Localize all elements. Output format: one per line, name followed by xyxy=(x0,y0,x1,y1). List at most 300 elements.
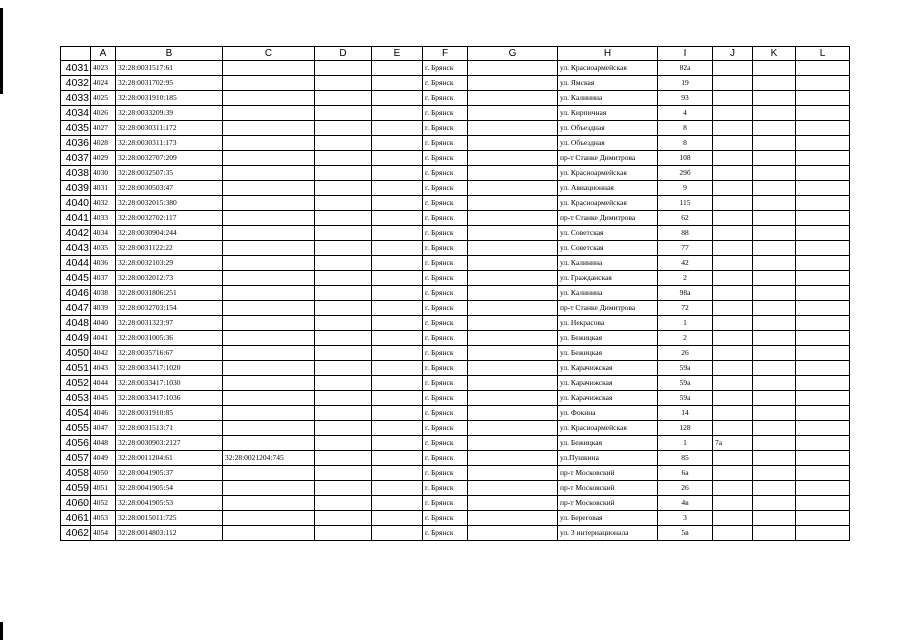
cell-k[interactable] xyxy=(753,256,796,271)
cell-e[interactable] xyxy=(372,466,423,481)
column-header-c[interactable]: C xyxy=(223,47,315,61)
cell-g[interactable] xyxy=(468,226,558,241)
cell-f[interactable]: г. Брянск xyxy=(423,511,468,526)
cell-c[interactable] xyxy=(223,211,315,226)
cell-i[interactable]: 3 xyxy=(658,511,713,526)
cell-d[interactable] xyxy=(315,421,372,436)
cell-j[interactable] xyxy=(713,226,753,241)
cell-c[interactable] xyxy=(223,196,315,211)
cell-e[interactable] xyxy=(372,451,423,466)
cell-g[interactable] xyxy=(468,166,558,181)
cell-j[interactable] xyxy=(713,301,753,316)
cell-i[interactable]: 59а xyxy=(658,361,713,376)
cell-c[interactable] xyxy=(223,226,315,241)
cell-i[interactable]: 93 xyxy=(658,91,713,106)
cell-l[interactable] xyxy=(796,331,850,346)
cell-i[interactable]: 9 xyxy=(658,181,713,196)
cell-i[interactable]: 2 xyxy=(658,271,713,286)
cell-k[interactable] xyxy=(753,61,796,76)
cell-g[interactable] xyxy=(468,451,558,466)
cell-b[interactable]: 32:28:0032507:35 xyxy=(116,166,223,181)
cell-j[interactable] xyxy=(713,526,753,541)
cell-l[interactable] xyxy=(796,226,850,241)
cell-f[interactable]: г. Брянск xyxy=(423,226,468,241)
cell-i[interactable]: 82а xyxy=(658,61,713,76)
cell-e[interactable] xyxy=(372,61,423,76)
cell-c[interactable] xyxy=(223,331,315,346)
cell-d[interactable] xyxy=(315,301,372,316)
cell-e[interactable] xyxy=(372,346,423,361)
cell-j[interactable] xyxy=(713,271,753,286)
cell-i[interactable]: 8 xyxy=(658,121,713,136)
cell-e[interactable] xyxy=(372,181,423,196)
cell-c[interactable] xyxy=(223,256,315,271)
cell-h[interactable]: пр-т Станке Димитрова xyxy=(558,151,658,166)
cell-a[interactable]: 4041 xyxy=(91,331,116,346)
cell-h[interactable]: ул. Объездная xyxy=(558,121,658,136)
cell-a[interactable]: 4037 xyxy=(91,271,116,286)
cell-a[interactable]: 4039 xyxy=(91,301,116,316)
cell-c[interactable] xyxy=(223,496,315,511)
cell-f[interactable]: г. Брянск xyxy=(423,136,468,151)
cell-b[interactable]: 32:28:0030503:47 xyxy=(116,181,223,196)
cell-b[interactable]: 32:28:0031910:85 xyxy=(116,406,223,421)
cell-b[interactable]: 32:28:0031122:22 xyxy=(116,241,223,256)
cell-k[interactable] xyxy=(753,421,796,436)
cell-i[interactable]: 29б xyxy=(658,166,713,181)
cell-f[interactable]: г. Брянск xyxy=(423,316,468,331)
cell-a[interactable]: 4033 xyxy=(91,211,116,226)
cell-i[interactable]: 62 xyxy=(658,211,713,226)
cell-f[interactable]: г. Брянск xyxy=(423,166,468,181)
cell-g[interactable] xyxy=(468,391,558,406)
cell-g[interactable] xyxy=(468,256,558,271)
cell-h[interactable]: ул. Карачижская xyxy=(558,361,658,376)
cell-d[interactable] xyxy=(315,436,372,451)
cell-i[interactable]: 72 xyxy=(658,301,713,316)
cell-d[interactable] xyxy=(315,196,372,211)
cell-d[interactable] xyxy=(315,166,372,181)
cell-d[interactable] xyxy=(315,151,372,166)
cell-j[interactable] xyxy=(713,136,753,151)
cell-e[interactable] xyxy=(372,121,423,136)
cell-e[interactable] xyxy=(372,421,423,436)
cell-j[interactable]: 7а xyxy=(713,436,753,451)
cell-i[interactable]: 4в xyxy=(658,496,713,511)
cell-l[interactable] xyxy=(796,61,850,76)
cell-c[interactable] xyxy=(223,436,315,451)
cell-a[interactable]: 4050 xyxy=(91,466,116,481)
cell-c[interactable] xyxy=(223,421,315,436)
cell-h[interactable]: ул. Бежицкая xyxy=(558,436,658,451)
cell-h[interactable]: ул. Калинина xyxy=(558,286,658,301)
cell-g[interactable] xyxy=(468,466,558,481)
cell-i[interactable]: 14 xyxy=(658,406,713,421)
cell-b[interactable]: 32:28:0031806:251 xyxy=(116,286,223,301)
cell-k[interactable] xyxy=(753,241,796,256)
cell-c[interactable] xyxy=(223,526,315,541)
cell-f[interactable]: г. Брянск xyxy=(423,196,468,211)
cell-c[interactable] xyxy=(223,181,315,196)
column-header-f[interactable]: F xyxy=(423,47,468,61)
cell-g[interactable] xyxy=(468,346,558,361)
cell-d[interactable] xyxy=(315,256,372,271)
cell-i[interactable]: 88 xyxy=(658,226,713,241)
cell-k[interactable] xyxy=(753,76,796,91)
cell-i[interactable]: 128 xyxy=(658,421,713,436)
cell-f[interactable]: г. Брянск xyxy=(423,271,468,286)
cell-h[interactable]: ул. Красноармейская xyxy=(558,196,658,211)
cell-a[interactable]: 4040 xyxy=(91,316,116,331)
cell-l[interactable] xyxy=(796,241,850,256)
cell-b[interactable]: 32:28:0032707:209 xyxy=(116,151,223,166)
column-header-d[interactable]: D xyxy=(315,47,372,61)
cell-l[interactable] xyxy=(796,301,850,316)
cell-b[interactable]: 32:28:0041905:37 xyxy=(116,466,223,481)
cell-g[interactable] xyxy=(468,361,558,376)
cell-l[interactable] xyxy=(796,421,850,436)
cell-j[interactable] xyxy=(713,256,753,271)
cell-d[interactable] xyxy=(315,406,372,421)
cell-b[interactable]: 32:28:0032703:154 xyxy=(116,301,223,316)
cell-d[interactable] xyxy=(315,226,372,241)
cell-a[interactable]: 4043 xyxy=(91,361,116,376)
cell-l[interactable] xyxy=(796,181,850,196)
cell-c[interactable] xyxy=(223,106,315,121)
cell-d[interactable] xyxy=(315,76,372,91)
cell-g[interactable] xyxy=(468,151,558,166)
cell-a[interactable]: 4032 xyxy=(91,196,116,211)
cell-f[interactable]: г. Брянск xyxy=(423,76,468,91)
cell-f[interactable]: г. Брянск xyxy=(423,106,468,121)
cell-l[interactable] xyxy=(796,196,850,211)
cell-c[interactable] xyxy=(223,361,315,376)
column-header-b[interactable]: B xyxy=(116,47,223,61)
cell-b[interactable]: 32:28:0030311:173 xyxy=(116,136,223,151)
cell-k[interactable] xyxy=(753,466,796,481)
cell-h[interactable]: ул. Красноармейская xyxy=(558,61,658,76)
cell-d[interactable] xyxy=(315,481,372,496)
cell-h[interactable]: ул. Бежицкая xyxy=(558,331,658,346)
cell-f[interactable]: г. Брянск xyxy=(423,211,468,226)
cell-a[interactable]: 4028 xyxy=(91,136,116,151)
cell-c[interactable] xyxy=(223,391,315,406)
cell-i[interactable]: 5в xyxy=(658,526,713,541)
cell-h[interactable]: пр-т Московский xyxy=(558,481,658,496)
cell-k[interactable] xyxy=(753,121,796,136)
cell-f[interactable]: г. Брянск xyxy=(423,421,468,436)
cell-e[interactable] xyxy=(372,436,423,451)
cell-h[interactable]: ул. Карачижская xyxy=(558,376,658,391)
cell-e[interactable] xyxy=(372,211,423,226)
cell-e[interactable] xyxy=(372,241,423,256)
cell-l[interactable] xyxy=(796,451,850,466)
cell-l[interactable] xyxy=(796,286,850,301)
cell-l[interactable] xyxy=(796,391,850,406)
cell-b[interactable]: 32:28:0031323:97 xyxy=(116,316,223,331)
cell-e[interactable] xyxy=(372,136,423,151)
cell-h[interactable]: пр-т Московский xyxy=(558,466,658,481)
cell-j[interactable] xyxy=(713,316,753,331)
cell-k[interactable] xyxy=(753,526,796,541)
cell-f[interactable]: г. Брянск xyxy=(423,331,468,346)
cell-k[interactable] xyxy=(753,136,796,151)
column-header-g[interactable]: G xyxy=(468,47,558,61)
cell-j[interactable] xyxy=(713,91,753,106)
cell-c[interactable] xyxy=(223,466,315,481)
cell-a[interactable]: 4026 xyxy=(91,106,116,121)
cell-a[interactable]: 4036 xyxy=(91,256,116,271)
cell-d[interactable] xyxy=(315,181,372,196)
cell-h[interactable]: ул. Красноармейская xyxy=(558,166,658,181)
cell-k[interactable] xyxy=(753,316,796,331)
cell-g[interactable] xyxy=(468,211,558,226)
cell-a[interactable]: 4054 xyxy=(91,526,116,541)
cell-k[interactable] xyxy=(753,481,796,496)
cell-f[interactable]: г. Брянск xyxy=(423,481,468,496)
cell-g[interactable] xyxy=(468,271,558,286)
cell-d[interactable] xyxy=(315,451,372,466)
cell-h[interactable]: пр-т Станке Димитрова xyxy=(558,301,658,316)
cell-e[interactable] xyxy=(372,196,423,211)
cell-l[interactable] xyxy=(796,76,850,91)
cell-b[interactable]: 32:28:0031513:71 xyxy=(116,421,223,436)
cell-g[interactable] xyxy=(468,136,558,151)
cell-l[interactable] xyxy=(796,436,850,451)
cell-c[interactable] xyxy=(223,271,315,286)
cell-l[interactable] xyxy=(796,166,850,181)
cell-d[interactable] xyxy=(315,106,372,121)
cell-e[interactable] xyxy=(372,316,423,331)
cell-c[interactable] xyxy=(223,301,315,316)
cell-a[interactable]: 4024 xyxy=(91,76,116,91)
cell-e[interactable] xyxy=(372,406,423,421)
cell-c[interactable] xyxy=(223,136,315,151)
cell-l[interactable] xyxy=(796,316,850,331)
cell-k[interactable] xyxy=(753,151,796,166)
cell-d[interactable] xyxy=(315,511,372,526)
cell-g[interactable] xyxy=(468,481,558,496)
cell-b[interactable]: 32:28:0033417:1020 xyxy=(116,361,223,376)
column-header-j[interactable]: J xyxy=(713,47,753,61)
cell-h[interactable]: ул. Кирпичная xyxy=(558,106,658,121)
cell-d[interactable] xyxy=(315,376,372,391)
cell-h[interactable]: ул. Советская xyxy=(558,241,658,256)
cell-c[interactable] xyxy=(223,91,315,106)
cell-h[interactable]: ул.Пушкина xyxy=(558,451,658,466)
column-header-l[interactable]: L xyxy=(796,47,850,61)
cell-h[interactable]: ул. Калинина xyxy=(558,91,658,106)
cell-e[interactable] xyxy=(372,526,423,541)
cell-l[interactable] xyxy=(796,151,850,166)
cell-b[interactable]: 32:28:0015011:725 xyxy=(116,511,223,526)
cell-l[interactable] xyxy=(796,106,850,121)
cell-d[interactable] xyxy=(315,271,372,286)
cell-l[interactable] xyxy=(796,91,850,106)
cell-b[interactable]: 32:28:0031702:95 xyxy=(116,76,223,91)
cell-i[interactable]: 98а xyxy=(658,286,713,301)
cell-g[interactable] xyxy=(468,286,558,301)
cell-g[interactable] xyxy=(468,76,558,91)
cell-i[interactable]: 6а xyxy=(658,466,713,481)
column-header-i[interactable]: I xyxy=(658,47,713,61)
cell-f[interactable]: г. Брянск xyxy=(423,451,468,466)
cell-i[interactable]: 77 xyxy=(658,241,713,256)
cell-k[interactable] xyxy=(753,391,796,406)
cell-l[interactable] xyxy=(796,136,850,151)
cell-g[interactable] xyxy=(468,376,558,391)
cell-e[interactable] xyxy=(372,226,423,241)
cell-d[interactable] xyxy=(315,121,372,136)
cell-e[interactable] xyxy=(372,301,423,316)
cell-d[interactable] xyxy=(315,61,372,76)
cell-k[interactable] xyxy=(753,211,796,226)
cell-g[interactable] xyxy=(468,316,558,331)
cell-a[interactable]: 4030 xyxy=(91,166,116,181)
cell-a[interactable]: 4023 xyxy=(91,61,116,76)
cell-j[interactable] xyxy=(713,346,753,361)
cell-i[interactable]: 115 xyxy=(658,196,713,211)
cell-g[interactable] xyxy=(468,511,558,526)
cell-f[interactable]: г. Брянск xyxy=(423,181,468,196)
cell-k[interactable] xyxy=(753,451,796,466)
cell-f[interactable]: г. Брянск xyxy=(423,91,468,106)
cell-j[interactable] xyxy=(713,181,753,196)
cell-j[interactable] xyxy=(713,151,753,166)
cell-b[interactable]: 32:28:0030311:172 xyxy=(116,121,223,136)
cell-k[interactable] xyxy=(753,346,796,361)
cell-h[interactable]: ул. Авиационная xyxy=(558,181,658,196)
cell-c[interactable] xyxy=(223,316,315,331)
cell-e[interactable] xyxy=(372,496,423,511)
cell-e[interactable] xyxy=(372,106,423,121)
cell-l[interactable] xyxy=(796,211,850,226)
cell-k[interactable] xyxy=(753,166,796,181)
cell-c[interactable] xyxy=(223,346,315,361)
cell-l[interactable] xyxy=(796,361,850,376)
cell-c[interactable] xyxy=(223,511,315,526)
cell-e[interactable] xyxy=(372,481,423,496)
cell-l[interactable] xyxy=(796,526,850,541)
cell-j[interactable] xyxy=(713,331,753,346)
cell-i[interactable]: 4 xyxy=(658,106,713,121)
cell-f[interactable]: г. Брянск xyxy=(423,496,468,511)
cell-h[interactable]: ул. Береговая xyxy=(558,511,658,526)
cell-k[interactable] xyxy=(753,331,796,346)
cell-k[interactable] xyxy=(753,301,796,316)
cell-j[interactable] xyxy=(713,211,753,226)
cell-c[interactable] xyxy=(223,406,315,421)
cell-d[interactable] xyxy=(315,526,372,541)
cell-a[interactable]: 4029 xyxy=(91,151,116,166)
column-header-e[interactable]: E xyxy=(372,47,423,61)
cell-i[interactable]: 42 xyxy=(658,256,713,271)
cell-c[interactable] xyxy=(223,121,315,136)
cell-j[interactable] xyxy=(713,496,753,511)
cell-f[interactable]: г. Брянск xyxy=(423,526,468,541)
cell-b[interactable]: 32:28:0014803:112 xyxy=(116,526,223,541)
cell-e[interactable] xyxy=(372,361,423,376)
cell-g[interactable] xyxy=(468,526,558,541)
cell-e[interactable] xyxy=(372,166,423,181)
cell-k[interactable] xyxy=(753,106,796,121)
cell-i[interactable]: 1 xyxy=(658,316,713,331)
cell-i[interactable]: 19 xyxy=(658,76,713,91)
cell-j[interactable] xyxy=(713,286,753,301)
cell-i[interactable]: 85 xyxy=(658,451,713,466)
cell-b[interactable]: 32:28:0041905:54 xyxy=(116,481,223,496)
cell-l[interactable] xyxy=(796,346,850,361)
cell-k[interactable] xyxy=(753,361,796,376)
cell-g[interactable] xyxy=(468,91,558,106)
cell-b[interactable]: 32:28:0033209:39 xyxy=(116,106,223,121)
cell-k[interactable] xyxy=(753,226,796,241)
cell-b[interactable]: 32:28:0033417:1030 xyxy=(116,376,223,391)
cell-f[interactable]: г. Брянск xyxy=(423,286,468,301)
cell-j[interactable] xyxy=(713,481,753,496)
cell-d[interactable] xyxy=(315,91,372,106)
cell-i[interactable]: 108 xyxy=(658,151,713,166)
cell-a[interactable]: 4048 xyxy=(91,436,116,451)
cell-g[interactable] xyxy=(468,301,558,316)
cell-j[interactable] xyxy=(713,121,753,136)
cell-b[interactable]: 32:28:0031005:36 xyxy=(116,331,223,346)
cell-d[interactable] xyxy=(315,286,372,301)
cell-a[interactable]: 4046 xyxy=(91,406,116,421)
cell-h[interactable]: пр-т Станке Димитрова xyxy=(558,211,658,226)
cell-j[interactable] xyxy=(713,391,753,406)
cell-k[interactable] xyxy=(753,181,796,196)
cell-c[interactable] xyxy=(223,76,315,91)
cell-h[interactable]: ул. 3 интернационала xyxy=(558,526,658,541)
cell-d[interactable] xyxy=(315,211,372,226)
cell-g[interactable] xyxy=(468,196,558,211)
cell-h[interactable]: пр-т Московский xyxy=(558,496,658,511)
cell-e[interactable] xyxy=(372,286,423,301)
cell-b[interactable]: 32:28:0031910:185 xyxy=(116,91,223,106)
cell-c[interactable] xyxy=(223,241,315,256)
cell-h[interactable]: ул. Объездная xyxy=(558,136,658,151)
cell-j[interactable] xyxy=(713,361,753,376)
cell-d[interactable] xyxy=(315,466,372,481)
cell-e[interactable] xyxy=(372,256,423,271)
cell-i[interactable]: 2 xyxy=(658,331,713,346)
cell-c[interactable] xyxy=(223,376,315,391)
cell-a[interactable]: 4035 xyxy=(91,241,116,256)
cell-b[interactable]: 32:28:0032702:117 xyxy=(116,211,223,226)
cell-e[interactable] xyxy=(372,376,423,391)
cell-f[interactable]: г. Брянск xyxy=(423,466,468,481)
cell-f[interactable]: г. Брянск xyxy=(423,121,468,136)
cell-h[interactable]: ул. Советская xyxy=(558,226,658,241)
cell-g[interactable] xyxy=(468,241,558,256)
cell-c[interactable] xyxy=(223,166,315,181)
cell-g[interactable] xyxy=(468,436,558,451)
cell-j[interactable] xyxy=(713,166,753,181)
cell-l[interactable] xyxy=(796,121,850,136)
cell-f[interactable]: г. Брянск xyxy=(423,241,468,256)
cell-i[interactable]: 26 xyxy=(658,346,713,361)
cell-a[interactable]: 4034 xyxy=(91,226,116,241)
cell-k[interactable] xyxy=(753,271,796,286)
cell-a[interactable]: 4047 xyxy=(91,421,116,436)
cell-j[interactable] xyxy=(713,466,753,481)
cell-k[interactable] xyxy=(753,436,796,451)
cell-h[interactable]: ул. Гражданская xyxy=(558,271,658,286)
cell-d[interactable] xyxy=(315,316,372,331)
cell-e[interactable] xyxy=(372,91,423,106)
cell-k[interactable] xyxy=(753,406,796,421)
